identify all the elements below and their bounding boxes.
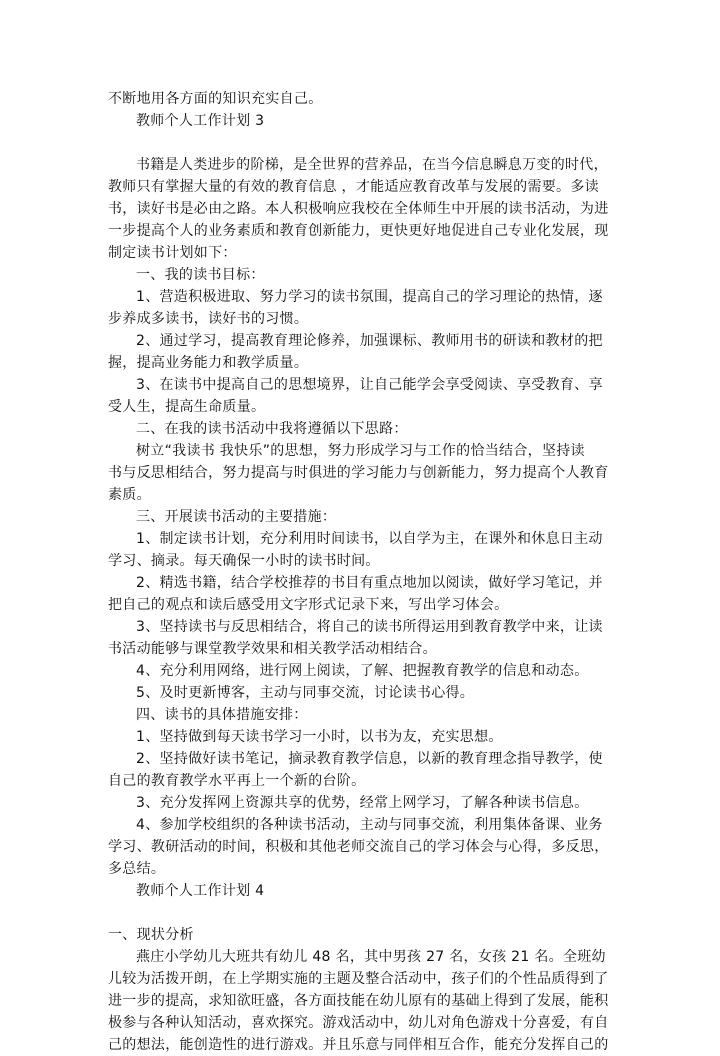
text-line: 燕庄小学幼儿大班共有幼儿 48 名，其中男孩 27 名，女孩 21 名。全班幼	[136, 949, 606, 965]
text-line: 把自己的观点和读后感受用文字形式记录下来，写出学习体会。	[108, 597, 509, 613]
blank-line	[108, 132, 620, 154]
text-line: 书，读好书是必由之路。本人积极响应我校在全体师生中开展的读书活动，为进	[108, 201, 609, 217]
document-page	[108, 88, 620, 1056]
text-line: 学习、教研活动的时间，积极和其他老师交流自己的学习体会与心得，多反思，	[108, 839, 609, 855]
text-line: 四、读书的具体措施安排：	[136, 707, 308, 723]
text-line: 步养成多读书，读好书的习惯。	[108, 311, 309, 327]
text-line: 树立“我读书 我快乐”的思想，努力形成学习与工作的恰当结合，坚持读	[136, 443, 585, 459]
text-line: 1、营造积极进取、努力学习的读书氛围，提高自己的学习理论的热情，逐	[136, 289, 603, 305]
text-line: 3、坚持读书与反思相结合，将自己的读书所得运用到教育教学中来，让读	[136, 619, 603, 635]
text-line: 握，提高业务能力和教学质量。	[108, 355, 309, 371]
text-line: 4、充分利用网络，进行网上阅读，了解、把握教育教学的信息和动态。	[136, 663, 589, 679]
text-line: 一步提高个人的业务素质和教育创新能力，更快更好地促进自己专业化发展，现	[108, 223, 609, 239]
text-line: 3、在读书中提高自己的思想境界，让自己能学会享受阅读、享受教育、享	[136, 377, 603, 393]
text-line: 教师个人工作计划 3	[136, 113, 265, 129]
text-line: 学习、摘录。每天确保一小时的读书时间。	[108, 553, 380, 569]
text-line: 书与反思相结合，努力提高与时俱进的学习能力与创新能力，努力提高个人教育	[108, 465, 609, 481]
blank-line	[108, 902, 620, 924]
text-line: 5、及时更新博客，主动与同事交流，讨论读书心得。	[136, 685, 475, 701]
text-line: 极参与各种认知活动，喜欢探究。游戏活动中，幼儿对角色游戏十分喜爱，有自	[108, 1015, 609, 1031]
text-line: 不断地用各方面的知识充实自己。	[108, 91, 323, 107]
text-line: 3、充分发挥网上资源共享的优势，经常上网学习，了解各种读书信息。	[136, 795, 589, 811]
text-line: 受人生，提高生命质量。	[108, 399, 266, 415]
text-line: 自己的教育教学水平再上一个新的台阶。	[108, 773, 366, 789]
text-line: 一、我的读书目标：	[136, 267, 265, 283]
text-line: 素质。	[108, 487, 151, 503]
text-line: 制定读书计划如下：	[108, 245, 237, 261]
text-line: 4、参加学校组织的各种读书活动，主动与同事交流，利用集体备课、业务	[136, 817, 603, 833]
text-line: 书活动能够与课堂教学效果和相关教学活动相结合。	[108, 641, 437, 657]
text-line: 2、精选书籍，结合学校推荐的书目有重点地加以阅读，做好学习笔记，并	[136, 575, 603, 591]
text-line: 教师只有掌握大量的有效的教育信息 ，才能适应教育改革与发展的需要。多读	[108, 179, 599, 195]
text-line: 多总结。	[108, 861, 166, 877]
text-line: 2、通过学习，提高教育理论修养，加强课标、教师用书的研读和教材的把	[136, 333, 603, 349]
text-line: 教师个人工作计划 4	[136, 883, 265, 899]
text-line: 1、制定读书计划，充分利用时间读书，以自学为主，在课外和休息日主动	[136, 531, 603, 547]
text-line: 三、开展读书活动的主要措施：	[136, 509, 337, 525]
text-line: 书籍是人类进步的阶梯，是全世界的营养品，在当今信息瞬息万变的时代，	[136, 157, 608, 173]
text-line: 己的想法，能创造性的进行游戏。并且乐意与同伴相互合作，能充分发挥自己的	[108, 1037, 609, 1053]
text-line: 儿较为活拨开朗，在上学期实施的主题及整合活动中，孩子们的个性品质得到了	[108, 971, 609, 987]
text-line: 1、坚持做到每天读书学习一小时，以书为友，充实思想。	[136, 729, 503, 745]
text-line: 二、在我的读书活动中我将遵循以下思路：	[136, 421, 408, 437]
text-line: 进一步的提高，求知欲旺盛，各方面技能在幼儿原有的基础上得到了发展，能积	[108, 993, 609, 1009]
text-line: 2、坚持做好读书笔记，摘录教育教学信息，以新的教育理念指导教学，使	[136, 751, 603, 767]
text-line: 一、现状分析	[108, 927, 194, 943]
